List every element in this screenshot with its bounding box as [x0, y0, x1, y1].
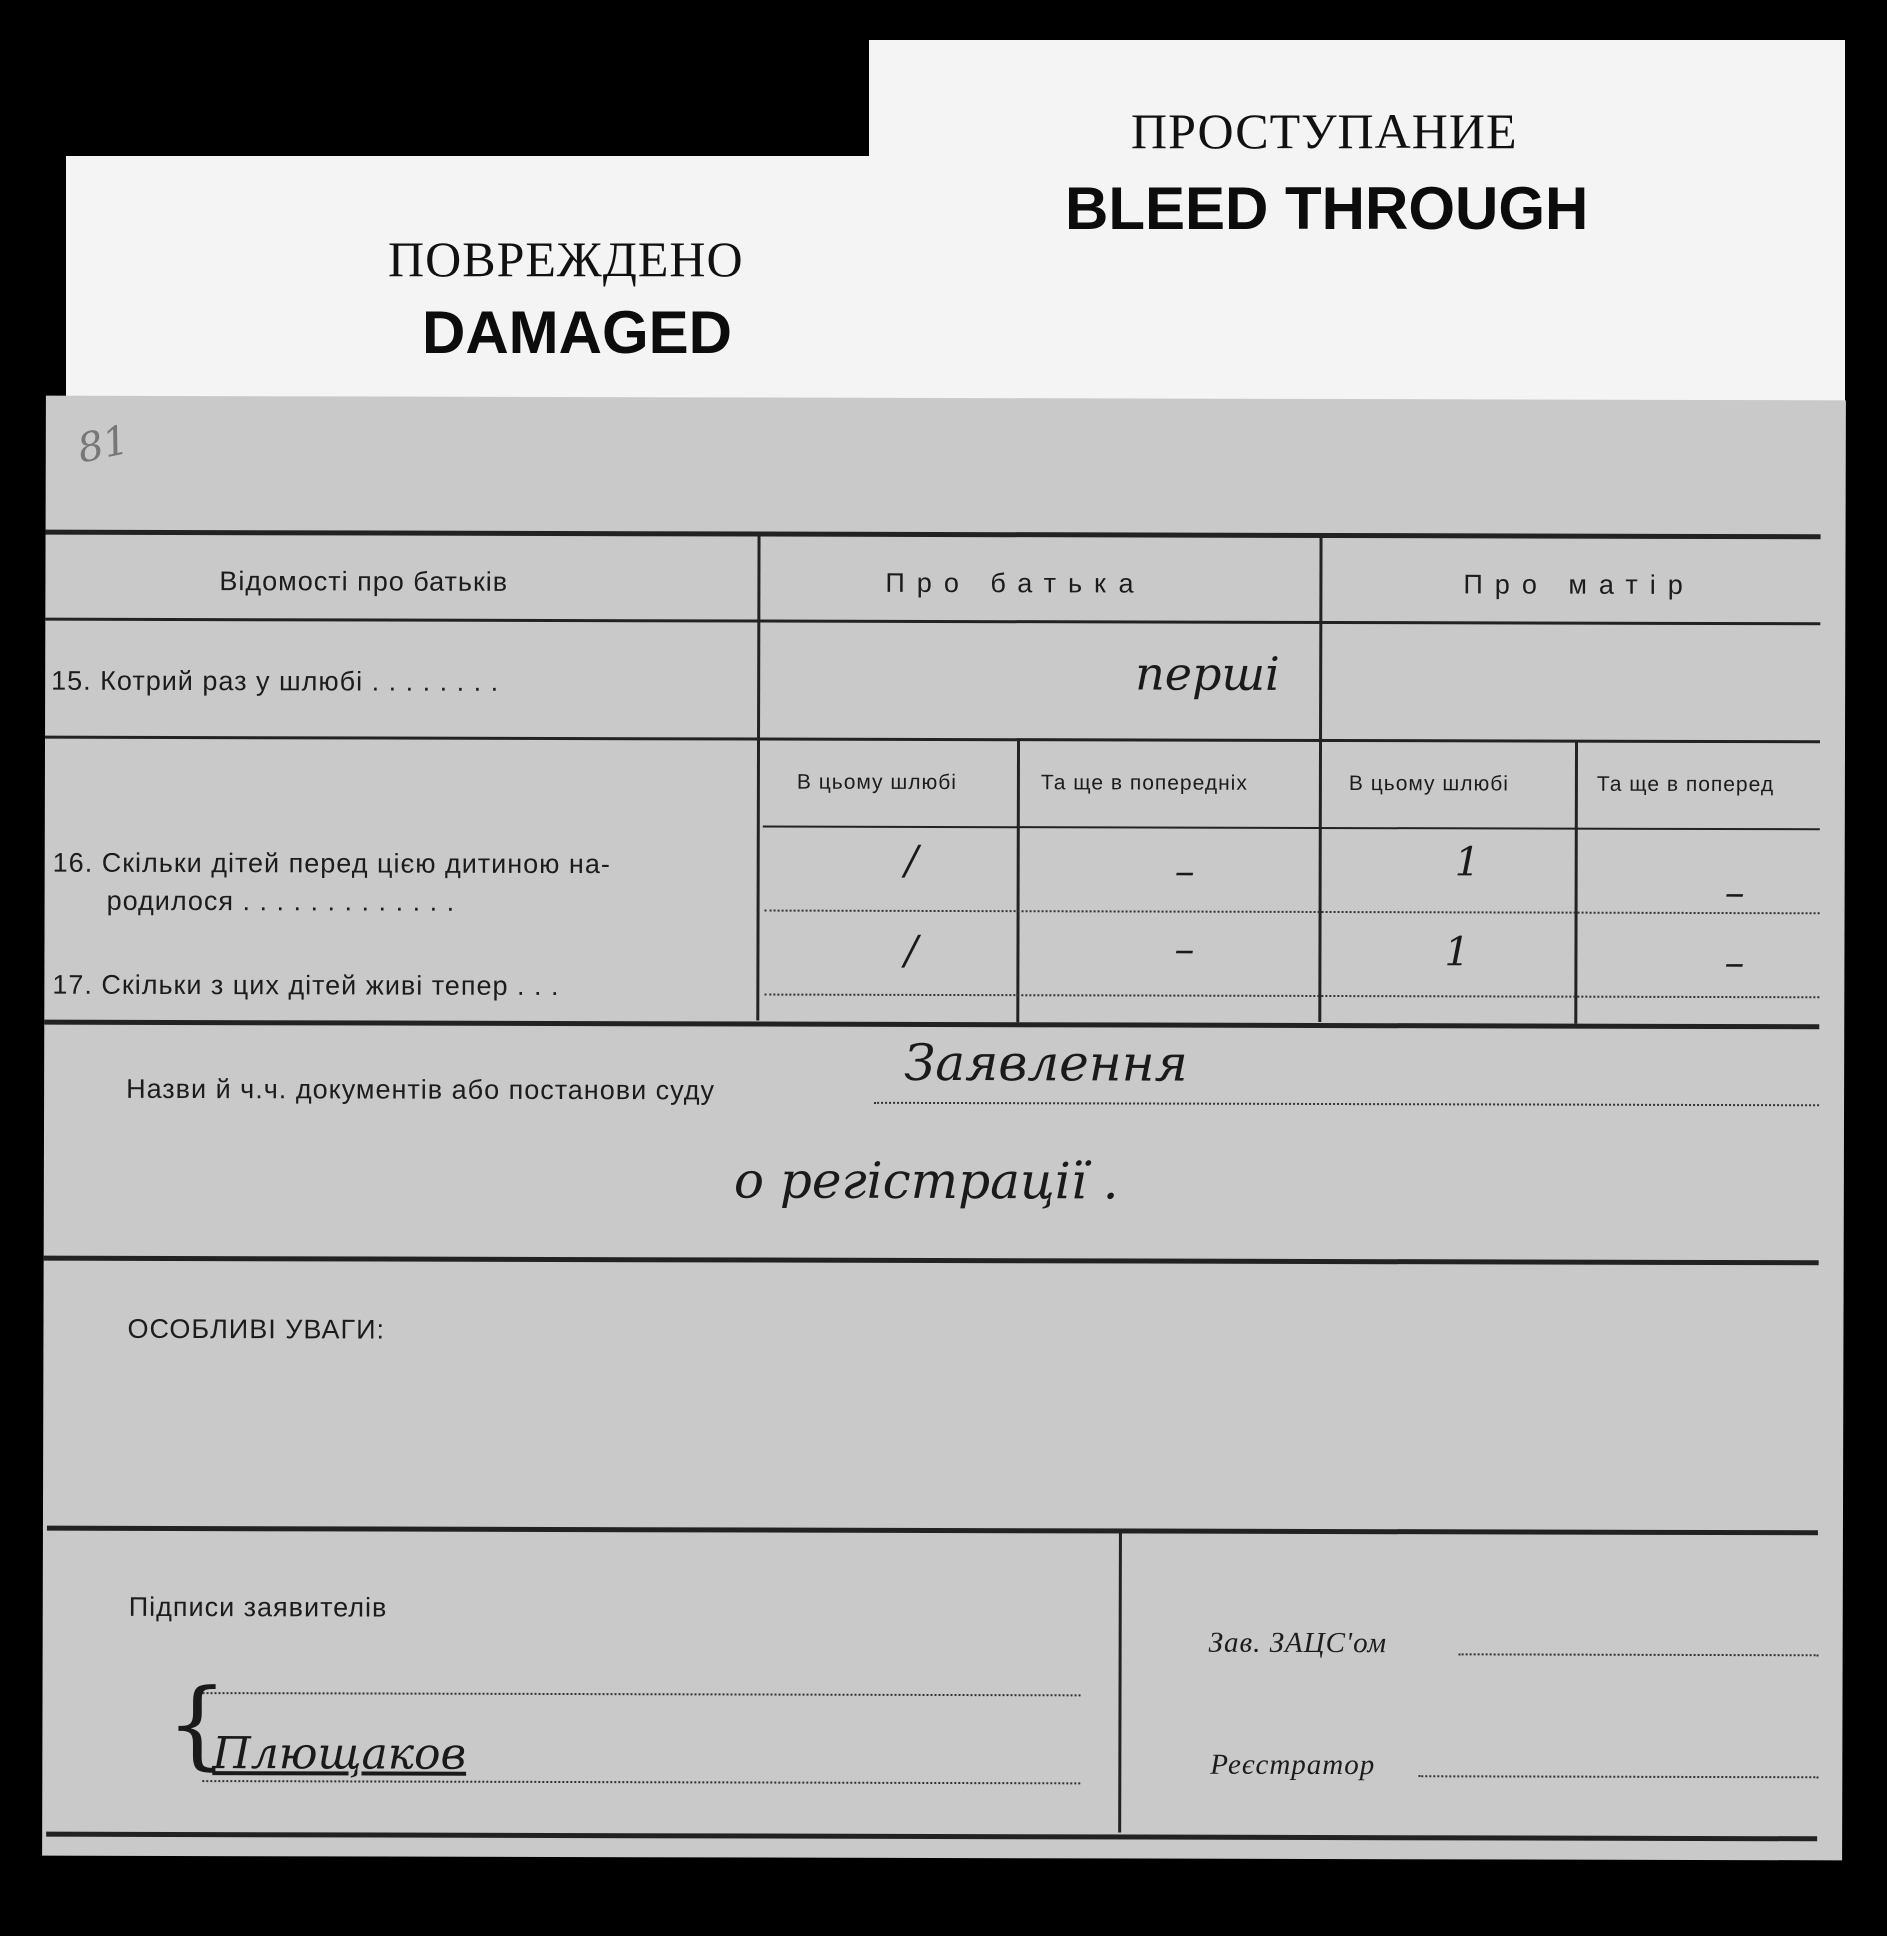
header-father: Про батька [885, 567, 1146, 599]
registrar-signature-line [1418, 1775, 1818, 1778]
damaged-card [66, 156, 1026, 416]
subheader-mother-this: В цьому шлюбі [1348, 772, 1509, 796]
rule [44, 1020, 1819, 1030]
remarks-label: ОСОБЛИВІ УВАГИ: [127, 1313, 386, 1345]
col-divider [1318, 537, 1322, 1022]
corner-pencil-note: 81 [73, 417, 133, 473]
rule [46, 1832, 1817, 1842]
row17-mother-this: 1 [1444, 929, 1470, 976]
bleed-through-en: BLEED THROUGH [1065, 175, 1589, 242]
rule [44, 1256, 1819, 1266]
registrar-label: Реєстратор [1210, 1748, 1376, 1782]
signatures-label: Підписи заявителів [128, 1591, 388, 1623]
row17-father-this: / [904, 927, 919, 974]
damaged-en: DAMAGED [422, 299, 732, 366]
subheader-father-this: В цьому шлюбі [796, 770, 957, 795]
row16-label-line2: родилося . . . . . . . . . . . . . [106, 885, 456, 917]
col-divider [756, 536, 760, 1021]
col-divider [1574, 742, 1578, 1024]
documents-value-line2: о регістрації . [733, 1151, 1119, 1211]
row17-dotted-line [764, 994, 1819, 999]
head-signature-line [1459, 1653, 1819, 1656]
header-mother: Про матір [1463, 569, 1695, 600]
rule [763, 826, 1820, 831]
head-of-registry-label: Зав. ЗАЦС'ом [1208, 1626, 1388, 1660]
applicant-signature: Плющаков [212, 1728, 467, 1780]
rule [47, 1526, 1818, 1536]
rule [46, 530, 1821, 540]
header-parents-info: Відомості про батьків [219, 566, 509, 597]
documents-dotted-line [874, 1102, 1819, 1106]
row15-value: перші [1135, 646, 1280, 701]
row17-label: 17. Скільки з цих дітей живі тепер . . . [52, 969, 560, 1001]
registration-form-sheet [42, 396, 1846, 1861]
col-divider [1118, 1532, 1122, 1832]
row16-father-prev: – [1174, 848, 1195, 895]
row17-mother-prev: – [1724, 940, 1745, 987]
documents-label: Назви й ч.ч. документів або постанови суду [126, 1073, 716, 1106]
row16-father-this: / [904, 837, 919, 884]
rule [45, 618, 1820, 626]
bleed-through-ru: ПРОСТУПАНИЕ [1131, 103, 1518, 159]
damaged-ru: ПОВРЕЖДЕНО [388, 231, 744, 287]
signature-line-2 [202, 1780, 1080, 1784]
subheader-father-prev: Та ще в попередніх [1040, 771, 1248, 795]
documents-value-line1: Заявлення [904, 1033, 1188, 1093]
row15-label: 15. Котрий раз у шлюбі . . . . . . . . [51, 665, 500, 697]
row16-mother-prev: – [1724, 870, 1745, 917]
row16-dotted-line [765, 910, 1820, 915]
col-divider [1016, 740, 1020, 1022]
signature-line-1 [203, 1692, 1081, 1696]
row16-mother-this: 1 [1454, 839, 1481, 886]
row17-father-prev: – [1174, 926, 1195, 973]
subheader-mother-prev: Та ще в поперед [1596, 772, 1775, 797]
signature-brace: { [166, 1667, 228, 1781]
rule [45, 736, 1820, 744]
row16-label-line1: 16. Скільки дітей перед цією дитиною на- [52, 847, 611, 880]
